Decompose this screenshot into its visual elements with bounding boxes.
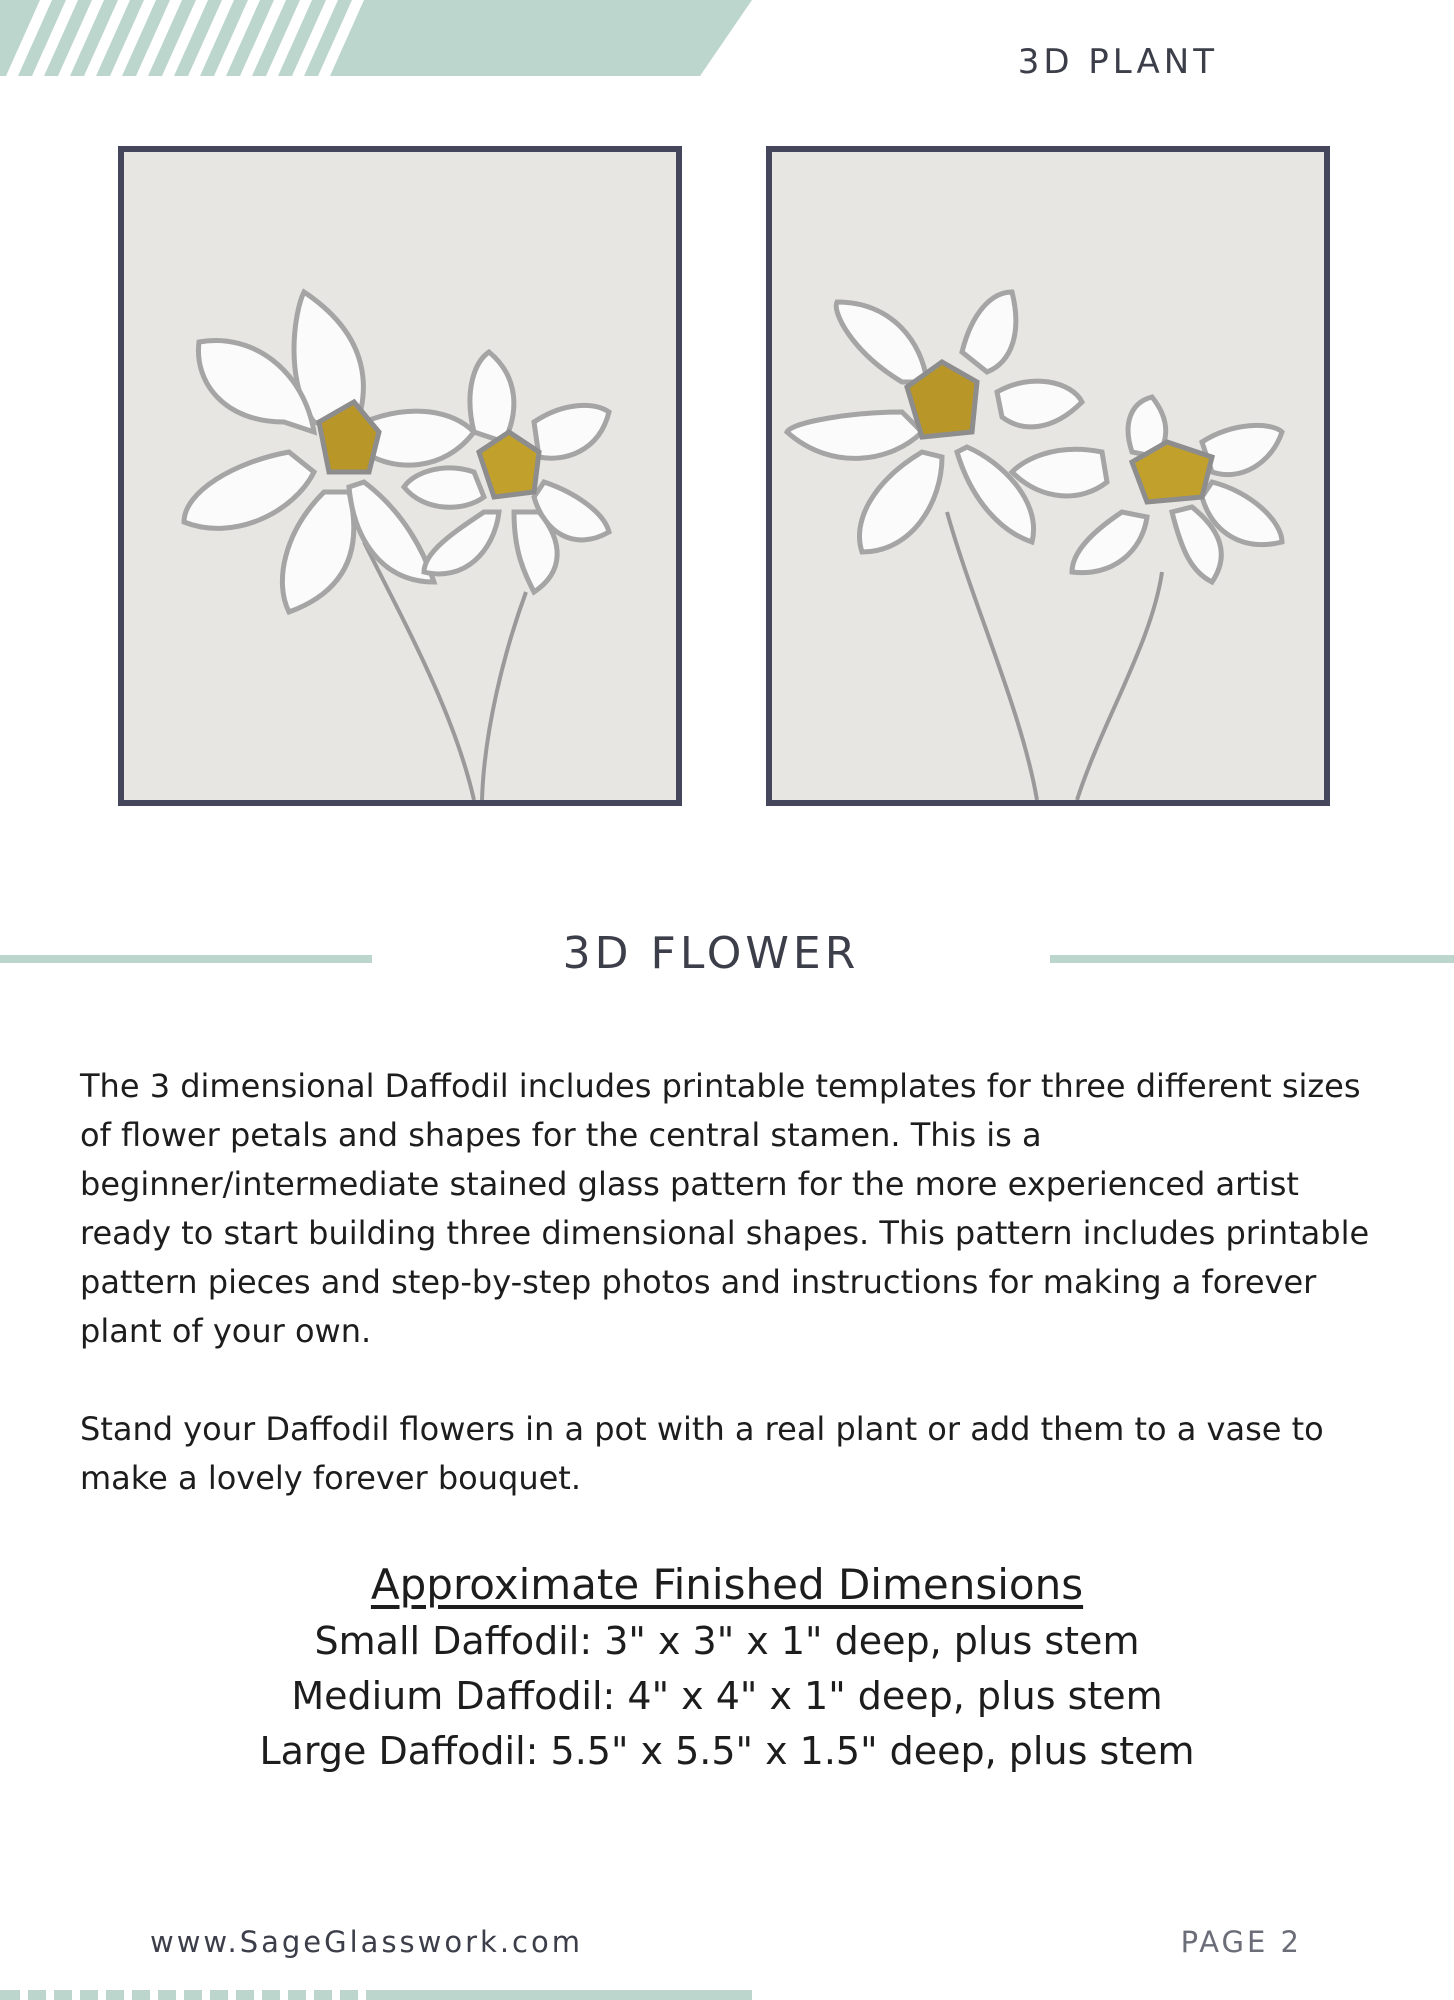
dimensions-title: Approximate Finished Dimensions bbox=[370, 1560, 1084, 1609]
footer-website-link[interactable]: www.SageGlasswork.com bbox=[150, 1925, 583, 1959]
description bbox=[80, 1062, 1380, 1503]
description-paragraph-1: The 3 dimensional Daffodil includes printable templates for three different sizes of flower petals and shapes for the central stamen. This is a beginner/intermediate stained glass pattern for the more experienced artist ready to start building three dimensional shapes. This pattern includes printable pattern pieces and step-by-step photos and instructions for making a forever plant of your own. bbox=[80, 1067, 1370, 1350]
daffodil-photo-front bbox=[118, 146, 682, 806]
daffodil-photo-angle bbox=[766, 146, 1330, 806]
dimension-small: Small Daffodil: 3" x 3" x 1" deep, plus stem bbox=[314, 1619, 1140, 1663]
description-paragraph-2: Stand your Daffodil flowers in a pot with a real plant or add them to a vase to make a lovely forever bouquet. bbox=[80, 1410, 1324, 1497]
section-rule-right bbox=[1050, 955, 1454, 963]
header-title: 3D PLANT bbox=[1017, 42, 1218, 82]
footer-page-number: PAGE 2 bbox=[1180, 1925, 1302, 1959]
dimensions-block bbox=[0, 1556, 1454, 1779]
dimension-medium: Medium Daffodil: 4" x 4" x 1" deep, plus stem bbox=[291, 1674, 1163, 1718]
section-title: 3D FLOWER bbox=[562, 928, 860, 979]
header-stripe-band bbox=[0, 0, 760, 80]
footer-stripe-band bbox=[0, 1990, 760, 2000]
section-rule-left bbox=[0, 955, 372, 963]
dimension-large: Large Daffodil: 5.5" x 5.5" x 1.5" deep, plus stem bbox=[259, 1729, 1195, 1773]
